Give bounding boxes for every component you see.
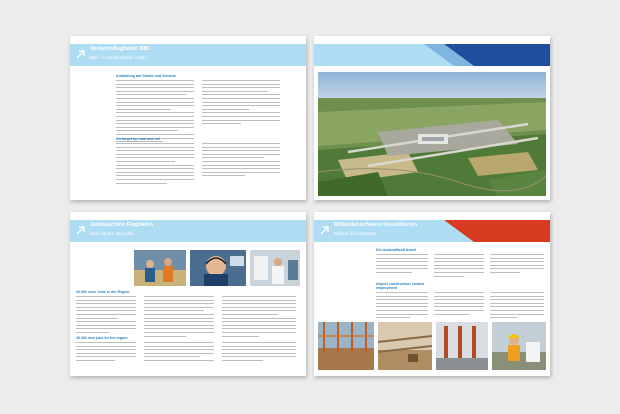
page-bottom-right	[314, 212, 550, 376]
body-text-column	[202, 143, 280, 179]
site-photo	[378, 322, 432, 370]
page-title: Jobmaschine Flughafen	[90, 222, 153, 228]
lab-photo	[250, 250, 300, 286]
body-text-column	[76, 342, 136, 364]
page-top-left	[70, 36, 306, 200]
body-text-column	[144, 296, 214, 339]
header-stripe	[314, 220, 550, 242]
body-text-column	[376, 292, 428, 321]
body-text-column	[490, 292, 544, 321]
arrow-icon	[76, 225, 86, 235]
section-heading: On target by road and rail	[116, 137, 160, 141]
steel-photo	[436, 322, 488, 370]
body-text-column	[490, 254, 544, 276]
headset-photo	[190, 250, 246, 286]
page-top-right	[314, 36, 550, 200]
construction-photo	[318, 322, 374, 370]
page-subtitle: BBI – a transportation centre	[90, 55, 148, 60]
body-text-column	[434, 254, 484, 279]
page-header	[70, 220, 306, 242]
section-heading: 40.000 neue Jobs in der Region	[76, 290, 130, 294]
page-bottom-left	[70, 212, 306, 376]
aerial-airport-photo	[318, 72, 546, 196]
arrow-icon	[76, 49, 86, 59]
section-heading: Anbindung auf Straße und Schiene	[116, 74, 176, 78]
arrow-icon	[320, 225, 330, 235]
body-text-column	[76, 296, 136, 336]
body-text-column	[116, 143, 194, 186]
header-stripe	[314, 44, 550, 66]
body-text-column	[222, 296, 296, 339]
page-header	[70, 44, 306, 66]
page-subtitle: New airport, new jobs	[90, 231, 134, 236]
body-text-column	[116, 80, 194, 145]
page-title: Verkehrsflughafen BBI	[90, 46, 149, 52]
body-text-column	[434, 292, 484, 317]
workers-photo	[134, 250, 186, 286]
body-text-column	[222, 342, 296, 364]
section-heading: 40.000 new jobs for the region	[76, 336, 128, 340]
body-text-column	[202, 80, 280, 127]
worker-helmet-photo	[492, 322, 546, 370]
body-text-column	[144, 342, 214, 364]
section-heading: Der Auskunftsoft Arbeit	[376, 248, 417, 252]
page-subtitle: Billions of investment	[334, 231, 377, 236]
section-heading: Airport construction creates employment	[376, 282, 425, 290]
page-title: Milliardenschwere Investitionen	[334, 222, 418, 228]
stripe-graphic	[314, 44, 550, 66]
body-text-column	[376, 254, 428, 276]
